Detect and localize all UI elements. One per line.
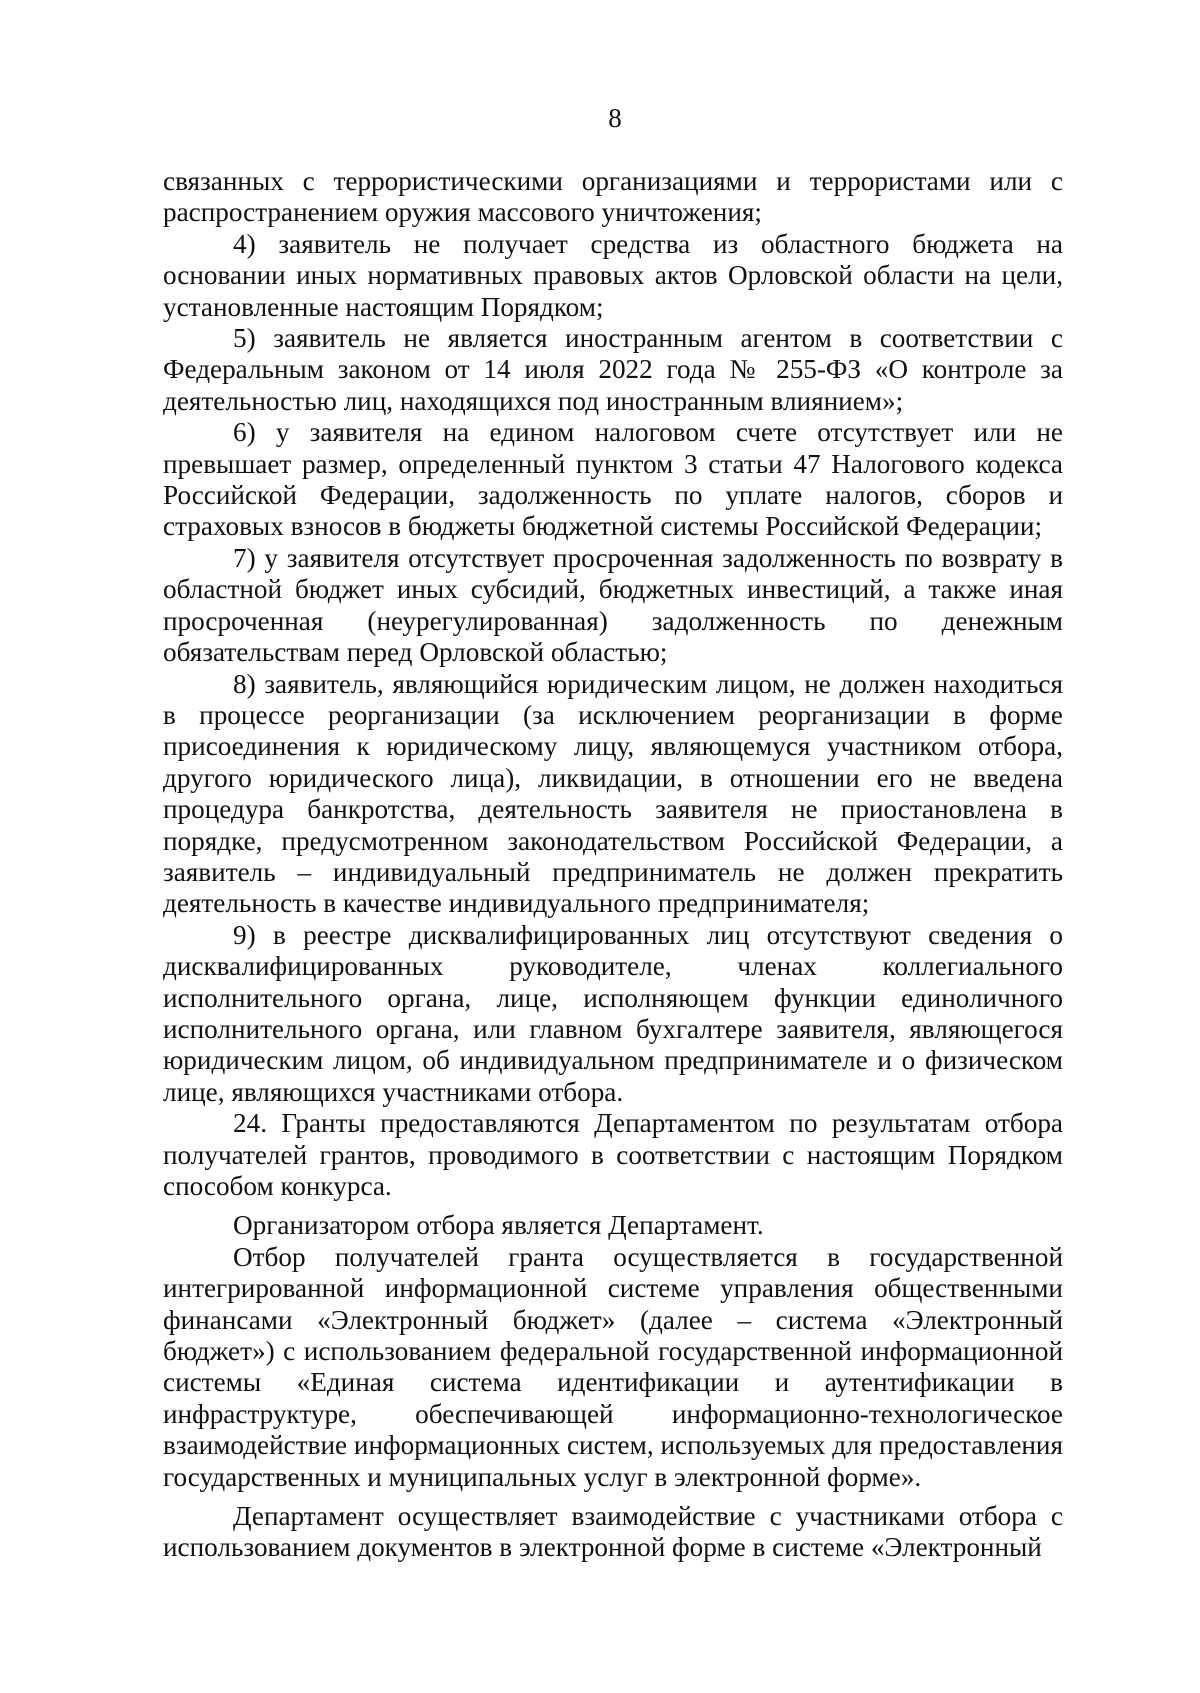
paragraph-item-7: 7) у заявителя отсутствует просроченная задолженность по возврату в областной бюджет иных субсидий, бюджетных инвестиций, а также иная просроченная (неурегулированная) задолженность по денежным обязательствам перед Орловской областью;	[163, 542, 1063, 668]
paragraph-continuation: связанных с террористическими организациями и террористами или с распространением оружия массового уничтожения;	[163, 166, 1063, 228]
paragraph-item-4: 4) заявитель не получает средства из областного бюджета на основании иных нормативных правовых актов Орловской области на цели, установленные настоящим Порядком;	[163, 228, 1063, 322]
paragraph-item-6: 6) у заявителя на едином налоговом счете отсутствует или не превышает размер, определенный пунктом 3 статьи 47 Налогового кодекса Российской Федерации, задолженность по уплате налогов, сборов и страховых взносов в бюджеты бюджетной системы Российской Федерации;	[163, 417, 1063, 542]
paragraph-item-8: 8) заявитель, являющийся юридическим лицом, не должен находиться в процессе реорганизации (за исключением реорганизации в форме присоединения к юридическому лицу, являющемуся участником отбора, другого юридического лица), ликвидации, в отношении его не введена процедура банкротства, деятельность заявителя не приостановлена в порядке, предусмотренном законодательством Российской Федерации, а заявитель – индивидуальный предприниматель не должен прекратить деятельность в качестве индивидуального предпринимателя;	[163, 668, 1063, 919]
paragraph-item-5: 5) заявитель не является иностранным агентом в соответствии с Федеральным законом от 14 июля 2022 года № 255-ФЗ «О контроле за деятельностью лиц, находящихся под иностранным влиянием»;	[163, 323, 1063, 416]
paragraph-interaction: Департамент осуществляет взаимодействие с участниками отбора с использованием документов в электронной форме в системе «Электронный	[163, 1501, 1063, 1563]
document-body	[163, 166, 1063, 1564]
paragraph-clause-24: 24. Гранты предоставляются Департаментом по результатам отбора получателей грантов, проводимого в соответствии с настоящим Порядком способом конкурса.	[163, 1108, 1063, 1201]
paragraph-organizer: Организатором отбора является Департамент.	[233, 1210, 764, 1241]
paragraph-selection-system: Отбор получателей гранта осуществляется в государственной интегрированной информационной системе управления общественными финансами «Электронный бюджет» (далее – система «Электронный бюджет») с использованием федеральной государственной информационной системы «Единая система идентификации и аутентификации в инфраструктуре, обеспечивающей информационно-технологическое взаимодействие информационных систем, используемых для предоставления государственных и муниципальных услуг в электронной форме».	[163, 1241, 1063, 1492]
paragraph-item-9: 9) в реестре дисквалифицированных лиц отсутствуют сведения о дисквалифицированных руководителе, членах коллегиального исполнительного органа, лице, исполняющем функции единоличного исполнительного органа, или главном бухгалтере заявителя, являющегося юридическим лицом, об индивидуальном предпринимателе и о физическом лице, являющихся участниками отбора.	[163, 919, 1063, 1107]
page-number: 8	[608, 103, 622, 133]
